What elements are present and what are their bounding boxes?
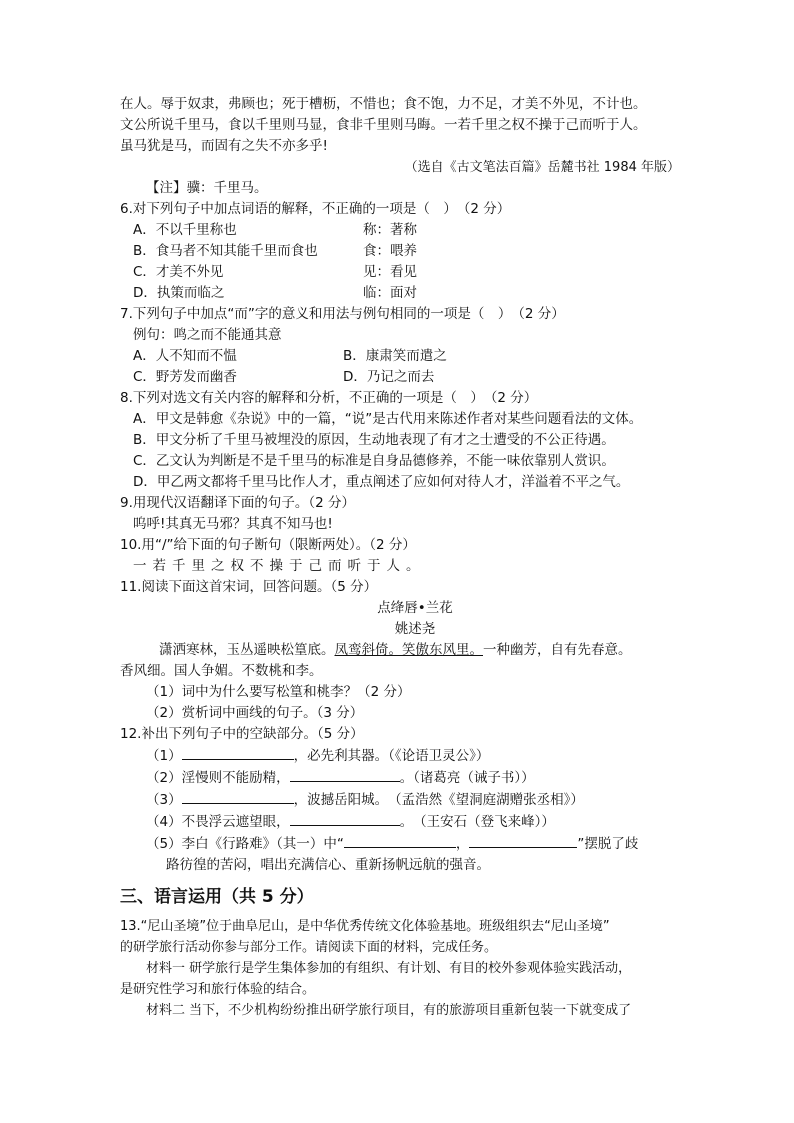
poem-underlined-text: 凤鸾斜倚。笑傲东风里。 bbox=[334, 642, 483, 658]
poem-text: 潇洒寒林，玉丛遥映松篁底。 bbox=[159, 642, 335, 658]
q13-line: 的研学旅行活动你参与部分工作。请阅读下面的材料，完成任务。 bbox=[120, 940, 498, 955]
q6-option-c-gloss: 见：看见 bbox=[363, 264, 417, 280]
passage-line: 在人。辱于奴隶，弗顾也；死于槽枥，不惜也；食不饱，力不足，才美不外见，不计也。 bbox=[120, 96, 647, 112]
q8-option-d: D．甲乙两文都将千里马比作人才，重点阐述了应如何对待人才，洋溢着不平之气。 bbox=[133, 474, 630, 490]
q10-stem: 10.用“/”给下面的句子断句（限断两处）。（2 分） bbox=[120, 537, 416, 553]
answer-blank[interactable] bbox=[469, 833, 577, 848]
section-heading: 三、语言运用（共 5 分） bbox=[120, 887, 314, 907]
q11-sub1: （1）词中为什么要写松篁和桃李？（2 分） bbox=[146, 684, 411, 700]
answer-blank[interactable] bbox=[182, 745, 294, 760]
q12-item-text: ，波撼岳阳城。 （孟浩然《望洞庭湖赠张丞相》） bbox=[293, 792, 584, 808]
poem-title: 点绛唇•兰花 bbox=[377, 600, 453, 616]
answer-blank[interactable] bbox=[290, 811, 400, 826]
q9-stem: 9.用现代汉语翻译下面的句子。（2 分） bbox=[120, 495, 356, 511]
q6-option-d-gloss: 临：面对 bbox=[363, 285, 417, 301]
q8-option-b: B．甲文分析了千里马被埋没的原因，生动地表现了有才之士遭受的不公正待遇。 bbox=[133, 432, 615, 448]
q7-options-row bbox=[120, 367, 680, 388]
answer-blank[interactable] bbox=[182, 789, 294, 804]
q11-sub2: （2）赏析词中画线的句子。（3 分） bbox=[146, 705, 364, 721]
q6-stem: 6.对下列句子中加点词语的解释，不正确的一项是（ ） （2 分） bbox=[120, 201, 511, 217]
q8-option-a: A．甲文是韩愈《杂说》中的一篇，“说”是古代用来陈述作者对某些问题看法的文体。 bbox=[133, 411, 643, 427]
q6-option-d-text: D．执策而临之 bbox=[133, 285, 225, 301]
poem-line: 香风细。国人争媚。不数桃和李。 bbox=[120, 663, 323, 679]
q10-sentence: 一若千里之权不操于己而听于人。 bbox=[133, 558, 426, 574]
poem-line bbox=[120, 640, 680, 661]
q12-item-text: ， bbox=[455, 836, 470, 852]
q12-item-text: ，必先利其器。（《论语卫灵公》） bbox=[293, 748, 490, 764]
poem-text: 一种幽芳，自有先春意。 bbox=[483, 642, 632, 658]
q6-option bbox=[120, 241, 680, 262]
q7-options-row bbox=[120, 346, 680, 367]
q6-option bbox=[120, 283, 680, 304]
q12-item-num: （3） bbox=[146, 792, 182, 808]
q6-option bbox=[120, 262, 680, 283]
q12-item-text: （2）淫慢则不能励精， bbox=[146, 770, 290, 786]
q12-item bbox=[120, 789, 680, 811]
q12-item bbox=[120, 811, 680, 833]
passage-line: 文公所说千里马，食以千里则马显，食非千里则马晦。一若千里之权不操于己而听于人。 bbox=[120, 117, 647, 133]
material-line: 材料一 研学旅行是学生集体参加的有组织、有计划、有目的校外参观体验实践活动， bbox=[146, 961, 632, 976]
q12-item bbox=[120, 745, 680, 767]
q13-line: 13.“尼山圣境”位于曲阜尼山，是中华优秀传统文化体验基地。班级组织去“尼山圣境” bbox=[120, 919, 610, 934]
q8-stem: 8.下列对选文有关内容的解释和分析，不正确的一项是（ ） （2 分） bbox=[120, 390, 538, 406]
material-line: 材料二 当下，不少机构纷纷推出研学旅行项目，有的旅游项目重新包装一下就变成了 bbox=[146, 1003, 632, 1018]
q7-option-d: D．乃记之而去 bbox=[343, 369, 435, 385]
answer-blank[interactable] bbox=[344, 833, 456, 848]
q6-option bbox=[120, 220, 680, 241]
q11-stem: 11.阅读下面这首宋词，回答问题。（5 分） bbox=[120, 579, 378, 595]
q6-option-a-text: A．不以千里称也 bbox=[133, 222, 237, 238]
material-line: 是研究性学习和旅行体验的结合。 bbox=[120, 982, 316, 997]
q12-item-text: 。 （王安石（登飞来峰）） bbox=[399, 814, 555, 830]
q12-item-num: （1） bbox=[146, 748, 182, 764]
q12-item bbox=[120, 767, 680, 789]
passage-line: 虽马犹是马，而固有之失不亦多乎! bbox=[120, 138, 328, 154]
q8-option-c: C．乙文认为判断是不是千里马的标准是自身品德修养，不能一味依靠别人赏识。 bbox=[133, 453, 615, 469]
q7-option-b: B．康肃笑而遣之 bbox=[343, 348, 447, 364]
q7-option-c: C．野芳发而幽香 bbox=[133, 369, 237, 385]
answer-blank[interactable] bbox=[290, 767, 400, 782]
q7-stem: 7.下列句子中加点“而”字的意义和用法与例句相同的一项是（ ） （2 分） bbox=[120, 306, 565, 322]
q6-option-a-gloss: 称：著称 bbox=[363, 222, 417, 238]
q12-item-text: （5）李白《行路难》（其一）中“ bbox=[146, 836, 344, 852]
poem-author: 姚述尧 bbox=[394, 621, 436, 637]
q6-option-c-text: C．才美不外见 bbox=[133, 264, 224, 280]
q12-stem: 12.补出下列句子中的空缺部分。（5 分） bbox=[120, 726, 364, 742]
q12-item-continuation: 路彷徨的苦闷，唱出充满信心、重新扬帆远航的强音。 bbox=[166, 857, 490, 873]
q7-example: 例句：鸣之而不能通其意 bbox=[133, 327, 282, 343]
q12-item-text: 。（诸葛亮（诫子书）） bbox=[399, 770, 535, 786]
q12-item bbox=[120, 833, 680, 855]
passage-source: （选自《古文笔法百篇》岳麓书社 1984 年版） bbox=[404, 160, 680, 175]
passage-note: 【注】骥：千里马。 bbox=[146, 180, 268, 196]
q6-option-b-gloss: 食：喂养 bbox=[363, 243, 417, 259]
exam-page bbox=[120, 94, 680, 1021]
q7-option-a: A．人不知而不愠 bbox=[133, 348, 237, 364]
q6-option-b-text: B．食马者不知其能千里而食也 bbox=[133, 243, 318, 259]
q9-sentence: 呜呼!其真无马邪？其真不知马也! bbox=[133, 516, 333, 532]
q12-item-text: ”摆脱了歧 bbox=[577, 836, 639, 852]
q12-item-text: （4）不畏浮云遮望眼， bbox=[146, 814, 290, 830]
